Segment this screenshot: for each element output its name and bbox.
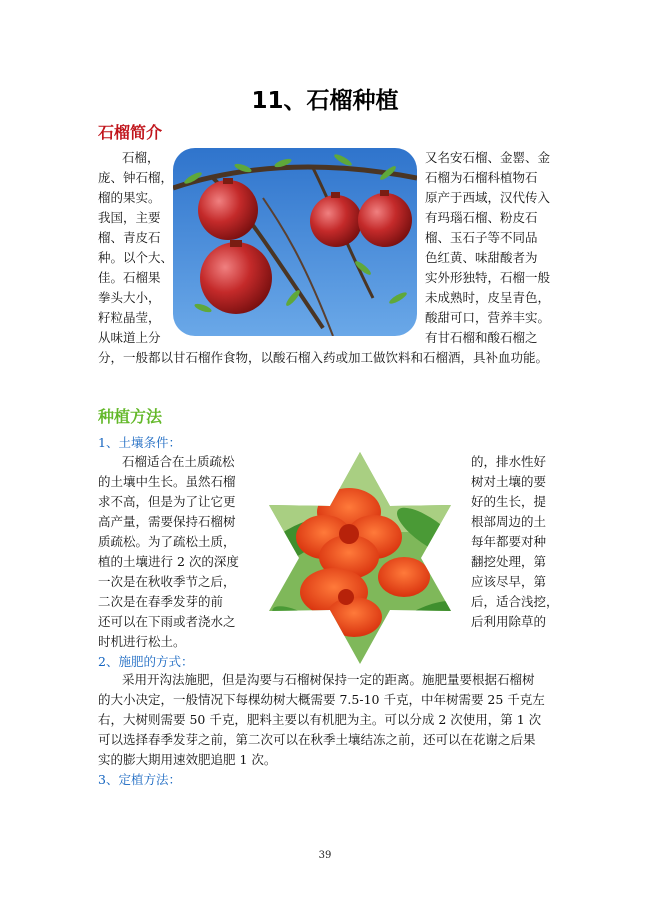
soil-right-line: 根部周边的土 [471, 514, 547, 529]
soil-left-line: 一次是在秋收季节之后， [98, 574, 236, 589]
intro-right-line: 原产于西域，汉代传入 [425, 190, 551, 205]
intro-right-line: 酸甜可口，营养丰实。 [425, 310, 551, 325]
pomegranate-flower-star [254, 452, 466, 664]
intro-left-line: 榴、青皮石 [98, 230, 161, 245]
page-title: 11、石榴种植 [251, 88, 399, 114]
intro-right-line: 实外形独特，石榴一般 [425, 270, 551, 285]
section-heading-method: 种植方法 [98, 407, 163, 426]
intro-right-line: 未成熟时，皮呈青色， [425, 290, 551, 305]
intro-right-line: 色红黄、味甜酸者为 [425, 250, 538, 265]
soil-right-line: 后利用除草的 [471, 614, 547, 629]
soil-right-line: 后，适合浅挖， [471, 594, 559, 609]
soil-left-line: 二次是在春季发芽的前 [98, 594, 224, 609]
intro-left-line: 种。以个大、 [98, 250, 174, 265]
intro-left-line: 我国，主要 [98, 210, 161, 225]
intro-right-line: 有甘石榴和酸石榴之 [425, 330, 538, 345]
soil-left-line: 石榴适合在土质疏松 [122, 454, 235, 469]
intro-right-line: 榴、玉石子等不同品 [425, 230, 538, 245]
soil-right-line: 翻挖处理，第 [471, 554, 547, 569]
page-number: 39 [318, 850, 332, 861]
soil-left-line: 质疏松。为了疏松土质， [98, 534, 236, 549]
section-heading-intro: 石榴简介 [98, 123, 163, 142]
intro-left-line: 榴的果实。 [98, 190, 161, 205]
subheading-fertilizer: 2、施肥的方式： [98, 654, 194, 669]
soil-right-line: 树对土壤的要 [471, 474, 547, 489]
intro-left-line: 籽粒晶莹， [98, 310, 161, 325]
subheading-soil: 1、土壤条件： [98, 435, 181, 450]
soil-left-line: 的土壤中生长。虽然石榴 [98, 474, 236, 489]
soil-right-line: 应该尽早，第 [471, 574, 547, 589]
intro-left-line: 从味道上分 [98, 330, 161, 345]
intro-left-line: 石榴， [122, 150, 160, 165]
soil-left-line: 求不高，但是为了让它更 [98, 494, 236, 509]
pomegranate-fruit-photo [173, 148, 417, 336]
soil-left-line: 植的土壤进行 2 次的深度 [98, 554, 239, 569]
intro-left-line: 拳头大小， [98, 290, 161, 305]
intro-right-line: 石榴为石榴科植物石 [425, 170, 538, 185]
soil-left-line: 还可以在下雨或者浇水之 [98, 614, 236, 629]
soil-last-line: 时机进行松土。 [98, 634, 186, 649]
intro-right-line: 又名安石榴、金罂、金 [425, 150, 551, 165]
fertilizer-line: 实的膨大期用速效肥追肥 1 次。 [98, 752, 277, 767]
fertilizer-line: 的大小决定，一般情况下每棵幼树大概需要 7.5-10 千克，中年树需要 25 千克左 [98, 692, 545, 707]
pomegranate-fruit-illustration [173, 148, 417, 336]
soil-right-line: 的，排水性好 [471, 454, 547, 469]
soil-left-line: 高产量，需要保持石榴树 [98, 514, 236, 529]
soil-right-line: 每年都要对种 [471, 534, 547, 549]
intro-right-line: 有玛瑙石榴、粉皮石 [425, 210, 538, 225]
intro-left-line: 庞、钟石榴， [98, 170, 174, 185]
soil-right-line: 好的生长，提 [471, 494, 547, 509]
subheading-planting: 3、定植方法： [98, 772, 181, 787]
fertilizer-line: 右，大树则需要 50 千克，肥料主要以有机肥为主。可以分成 2 次使用，第 1 次 [98, 712, 542, 727]
fertilizer-line: 可以选择春季发芽之前，第二次可以在秋季土壤结冻之前，还可以在花谢之后果 [98, 732, 536, 747]
fertilizer-line: 采用开沟法施肥，但是沟要与石榴树保持一定的距离。施肥量要根据石榴树 [122, 672, 535, 687]
intro-full-line: 分，一般都以甘石榴作食物，以酸石榴入药或加工做饮料和石榴酒，具补血功能。 [98, 350, 549, 365]
intro-left-line: 佳。石榴果 [98, 270, 161, 285]
